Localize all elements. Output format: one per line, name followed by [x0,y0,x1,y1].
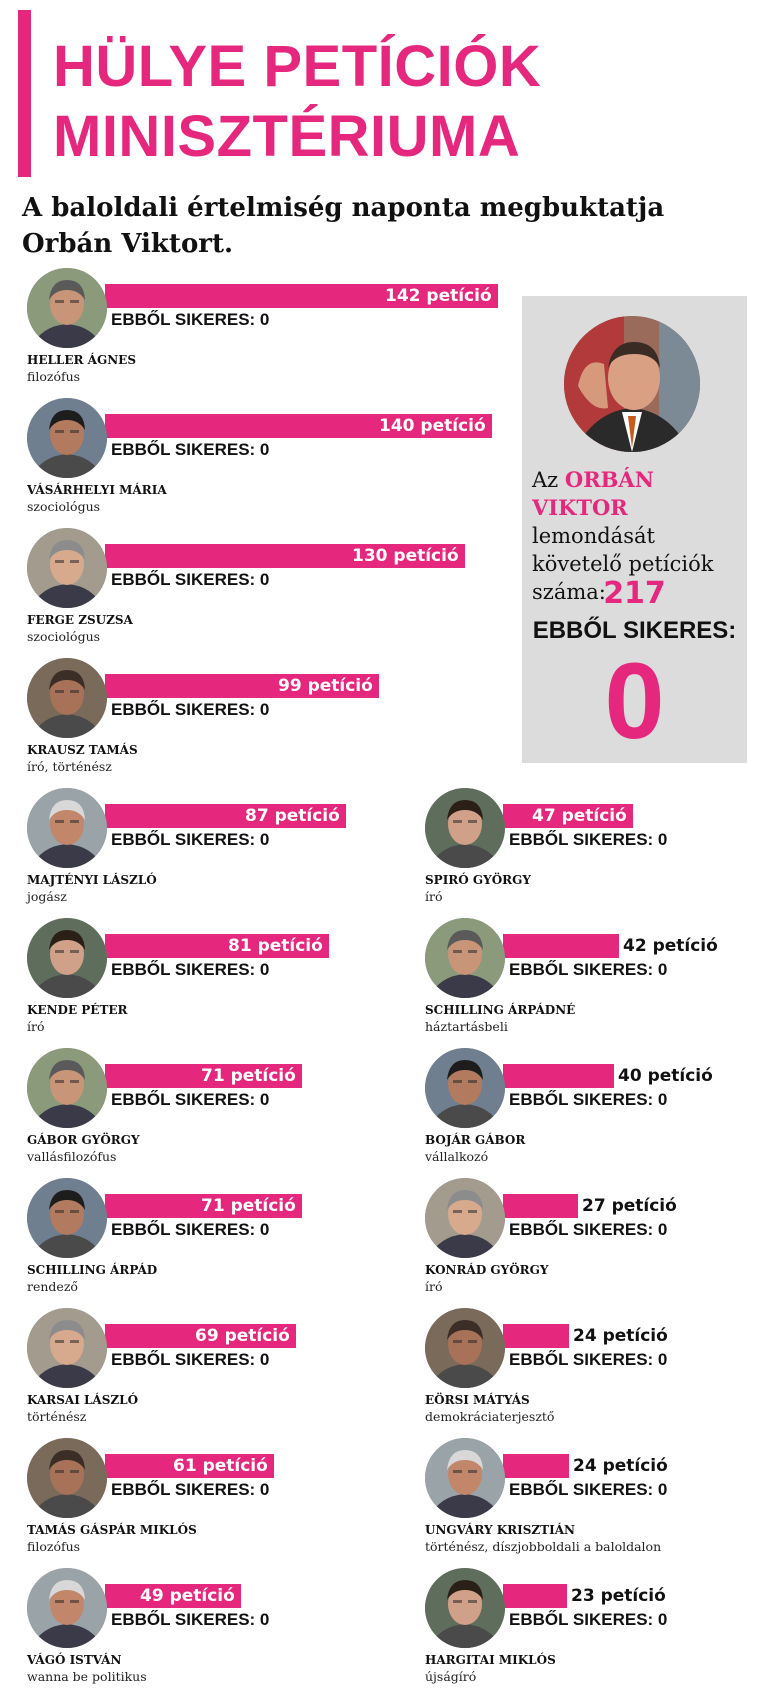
person-photo [27,268,107,348]
person-card [27,1308,367,1438]
petition-count-label: 24 petíció [573,1326,668,1346]
person-card [27,788,367,918]
petition-count-label: 130 petíció [352,546,459,566]
person-role: író [425,1279,443,1294]
person-role: filozófus [27,369,81,384]
summary-line-4: száma: [532,580,606,604]
portrait-image [425,1308,505,1388]
success-count-label: EBBŐL SIKERES: 0 [111,310,270,329]
person-name: UNGVÁRY KRISZTIÁN [425,1523,575,1537]
person-photo [425,918,505,998]
petition-count-label: 24 petíció [573,1456,668,1476]
success-count-label: EBBŐL SIKERES: 0 [509,1220,668,1239]
page-title [53,32,541,172]
petition-count-label: 47 petíció [532,806,627,826]
person-role: író, történész [27,759,112,774]
portrait-image [27,1048,107,1128]
portrait-image [27,268,107,348]
person-photo [27,1568,107,1648]
success-count-label: EBBŐL SIKERES: 0 [509,830,668,849]
person-card [425,1438,760,1568]
person-card [27,658,373,788]
person-photo [27,658,107,738]
petition-count-label: 142 petíció [385,286,492,306]
title-line-2: MINISZTÉRIUMA [53,104,521,169]
title-line-1: HÜLYE PETÍCIÓK [53,34,542,99]
subtitle-line-1: A baloldali értelmiség naponta megbuktatja [22,193,665,223]
person-card [27,1568,367,1698]
portrait-image [27,918,107,998]
person-role: rendező [27,1279,78,1294]
portrait-image [564,316,700,452]
success-count-label: EBBŐL SIKERES: 0 [111,700,270,719]
petition-count-bar [503,1064,614,1088]
subtitle-line-2: Orbán Viktort. [22,229,234,259]
person-role: szociológus [27,629,101,644]
person-name: BOJÁR GÁBOR [425,1133,526,1147]
portrait-image [27,1178,107,1258]
success-count-label: EBBŐL SIKERES: 0 [111,1350,270,1369]
success-count-label: EBBŐL SIKERES: 0 [111,440,270,459]
summary-total: 217 [603,576,666,611]
person-card [27,918,367,1048]
portrait-image [27,788,107,868]
summary-success-value: 0 [604,640,665,761]
summary-prefix: Az [532,468,559,492]
petition-count-bar [503,1324,569,1348]
person-role: háztartásbeli [425,1019,508,1034]
person-card [27,1438,367,1568]
summary-success-label: EBBŐL SIKERES: [532,617,737,644]
person-role: szociológus [27,499,101,514]
person-card [425,788,760,918]
person-photo [425,1048,505,1128]
summary-name: ORBÁN VIKTOR [532,467,654,520]
person-role: filozófus [27,1539,81,1554]
person-photo [27,1308,107,1388]
summary-box [522,296,747,763]
petition-count-label: 49 petíció [140,1586,235,1606]
person-role: vállalkozó [425,1149,489,1164]
success-count-label: EBBŐL SIKERES: 0 [509,1350,668,1369]
success-count-label: EBBŐL SIKERES: 0 [509,960,668,979]
success-count-label: EBBŐL SIKERES: 0 [111,960,270,979]
petition-count-label: 61 petíció [173,1456,268,1476]
petition-count-label: 71 petíció [201,1066,296,1086]
success-count-label: EBBŐL SIKERES: 0 [509,1610,668,1629]
person-name: HELLER ÁGNES [27,353,136,367]
petition-count-label: 27 petíció [582,1196,677,1216]
page-subtitle [22,190,722,262]
person-photo [27,1438,107,1518]
portrait-image [27,1568,107,1648]
success-count-label: EBBŐL SIKERES: 0 [111,1220,270,1239]
person-name: VÁSÁRHELYI MÁRIA [27,483,167,497]
success-count-label: EBBŐL SIKERES: 0 [111,1480,270,1499]
petition-count-label: 40 petíció [618,1066,713,1086]
person-name: SCHILLING ÁRPÁD [27,1263,158,1277]
portrait-image [27,528,107,608]
petition-count-label: 71 petíció [201,1196,296,1216]
header [18,10,738,177]
petition-count-bar [503,1584,567,1608]
person-photo [27,1048,107,1128]
person-name: EÖRSI MÁTYÁS [425,1393,530,1407]
person-name: KENDE PÉTER [27,1003,128,1017]
person-card [27,1048,367,1178]
portrait-image [425,1568,505,1648]
petition-count-label: 140 petíció [379,416,486,436]
portrait-image [425,788,505,868]
person-photo [425,1568,505,1648]
person-card [425,1048,760,1178]
portrait-image [27,1438,107,1518]
person-name: KONRÁD GYÖRGY [425,1263,549,1277]
portrait-image [27,398,107,478]
portrait-image [425,1438,505,1518]
person-name: TAMÁS GÁSPÁR MIKLÓS [27,1523,197,1537]
person-name: KRAUSZ TAMÁS [27,743,138,757]
person-card [27,1178,367,1308]
person-card [425,1568,760,1698]
person-card [27,398,486,528]
person-photo [27,528,107,608]
success-count-label: EBBŐL SIKERES: 0 [509,1480,668,1499]
petition-count-label: 69 petíció [195,1326,290,1346]
person-card [425,918,760,1048]
success-count-label: EBBŐL SIKERES: 0 [111,1610,270,1629]
orban-portrait [564,316,700,452]
portrait-image [425,918,505,998]
petition-count-bar [503,934,619,958]
portrait-image [425,1048,505,1128]
person-card [27,268,492,398]
portrait-image [27,658,107,738]
success-count-label: EBBŐL SIKERES: 0 [111,570,270,589]
person-photo [27,1178,107,1258]
person-name: MAJTÉNYI LÁSZLÓ [27,873,157,887]
person-role: újságíró [425,1669,477,1684]
success-count-label: EBBŐL SIKERES: 0 [111,830,270,849]
petition-count-bar [503,1194,578,1218]
person-name: GÁBOR GYÖRGY [27,1133,140,1147]
person-role: író [27,1019,45,1034]
person-name: HARGITAI MIKLÓS [425,1653,556,1667]
person-role: demokráciaterjesztő [425,1409,555,1424]
person-photo [425,788,505,868]
person-role: jogász [27,889,67,904]
person-name: KARSAI LÁSZLÓ [27,1393,139,1407]
success-count-label: EBBŐL SIKERES: 0 [111,1090,270,1109]
person-role: történész [27,1409,87,1424]
petition-count-label: 87 petíció [245,806,340,826]
portrait-image [27,1308,107,1388]
person-name: SPIRÓ GYÖRGY [425,873,531,887]
person-role: vallásfilozófus [27,1149,117,1164]
petition-count-label: 81 petíció [228,936,323,956]
person-photo [425,1308,505,1388]
person-photo [27,398,107,478]
person-photo [27,918,107,998]
person-name: VÁGÓ ISTVÁN [27,1653,122,1667]
petition-count-label: 42 petíció [623,936,718,956]
success-count-label: EBBŐL SIKERES: 0 [509,1090,668,1109]
person-photo [27,788,107,868]
person-name: SCHILLING ÁRPÁDNÉ [425,1003,576,1017]
petition-count-label: 99 petíció [278,676,373,696]
person-card [425,1178,760,1308]
person-role: történész, díszjobboldali a baloldalon [425,1539,662,1554]
summary-line-2: lemondását [532,524,655,548]
accent-bar [18,10,31,177]
person-card [425,1308,760,1438]
person-name: FERGE ZSUZSA [27,613,133,627]
petition-count-label: 23 petíció [571,1586,666,1606]
person-photo [425,1438,505,1518]
summary-line-3: követelő petíciók [532,552,714,576]
petition-count-bar [503,1454,569,1478]
person-photo [425,1178,505,1258]
person-role: wanna be politikus [27,1669,147,1684]
person-role: író [425,889,443,904]
portrait-image [425,1178,505,1258]
person-card [27,528,459,658]
